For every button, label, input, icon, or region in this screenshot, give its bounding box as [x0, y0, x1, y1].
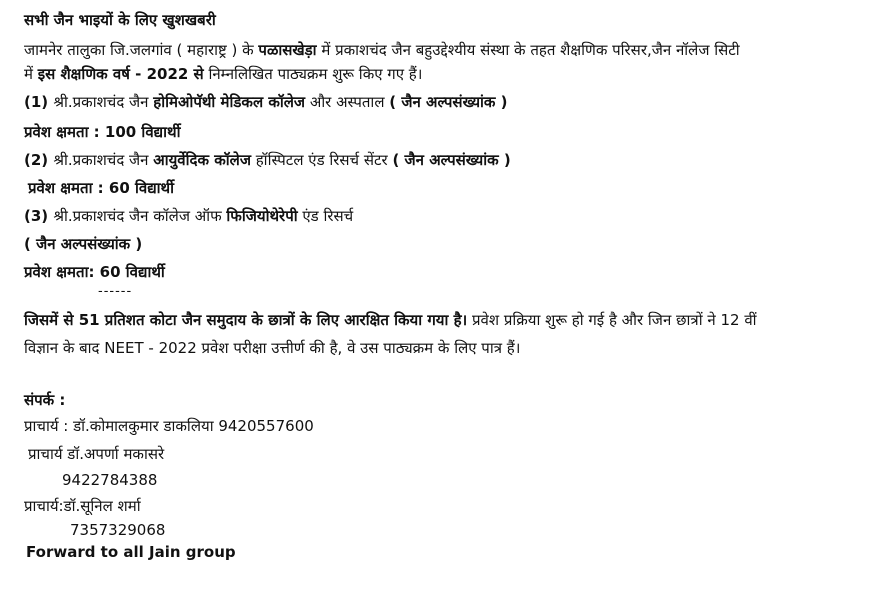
course-3: (3) श्री.प्रकाशचंद जैन कॉलेज ऑफ फिजियोथेरेपी एंड रिसर्च — [24, 207, 354, 225]
contact-2-name: प्राचार्य डॉ.अपर्णा मकासरे — [28, 445, 165, 463]
course-3-tag: ( जैन अल्पसंख्यांक ) — [24, 235, 143, 253]
course-2: (2) श्री.प्रकाशचंद जैन आयुर्वेदिक कॉलेज हॉस्पिटल एंड रिसर्च सेंटर ( जैन अल्पसंख्यांक ) — [24, 151, 511, 169]
quota-line-1: जिसमें से 51 प्रतिशत कोटा जैन समुदाय के छात्रों के लिए आरक्षित किया गया है। प्रवेश प्रक्रिया शुरू हो गई है और जिन छात्रों ने 12 वीं — [24, 311, 757, 329]
page-title: सभी जैन भाइयों के लिए खुशखबरी — [24, 11, 216, 29]
intro-line-2: में इस शैक्षणिक वर्ष - 2022 से निम्नलिखित पाठ्यक्रम शुरू किए गए हैं। — [24, 65, 423, 83]
contact-3-phone: 7357329068 — [70, 521, 166, 539]
intro-line-1: जामनेर तालुका जि.जलगांव ( महाराष्ट्र ) के पळासखेड़ा में प्रकाशचंद जैन बहुउद्देश्यीय संस्था के तहत शैक्षणिक परिसर,जैन नॉलेज सिटी — [24, 41, 740, 59]
contact-heading: संपर्क : — [24, 391, 66, 409]
separator: ------ — [98, 284, 133, 299]
quota-line-2: विज्ञान के बाद NEET - 2022 प्रवेश परीक्षा उत्तीर्ण की है, वे उस पाठ्यक्रम के लिए पात्र हैं। — [24, 339, 521, 357]
course-2-capacity: प्रवेश क्षमता : 60 विद्यार्थी — [28, 179, 175, 197]
footer-note: Forward to all Jain group — [26, 543, 236, 561]
course-1-capacity: प्रवेश क्षमता : 100 विद्यार्थी — [24, 123, 181, 141]
course-1: (1) श्री.प्रकाशचंद जैन होमिओपॅथी मेडिकल कॉलेज और अस्पताल ( जैन अल्पसंख्यांक ) — [24, 93, 508, 111]
course-3-capacity: प्रवेश क्षमता: 60 विद्यार्थी — [24, 263, 165, 281]
contact-3-name: प्राचार्य:डॉ.सूनिल शर्मा — [24, 497, 141, 515]
contact-1: प्राचार्य : डॉ.कोमालकुमार डाकलिया 9420557600 — [24, 417, 314, 435]
contact-2-phone: 9422784388 — [62, 471, 158, 489]
